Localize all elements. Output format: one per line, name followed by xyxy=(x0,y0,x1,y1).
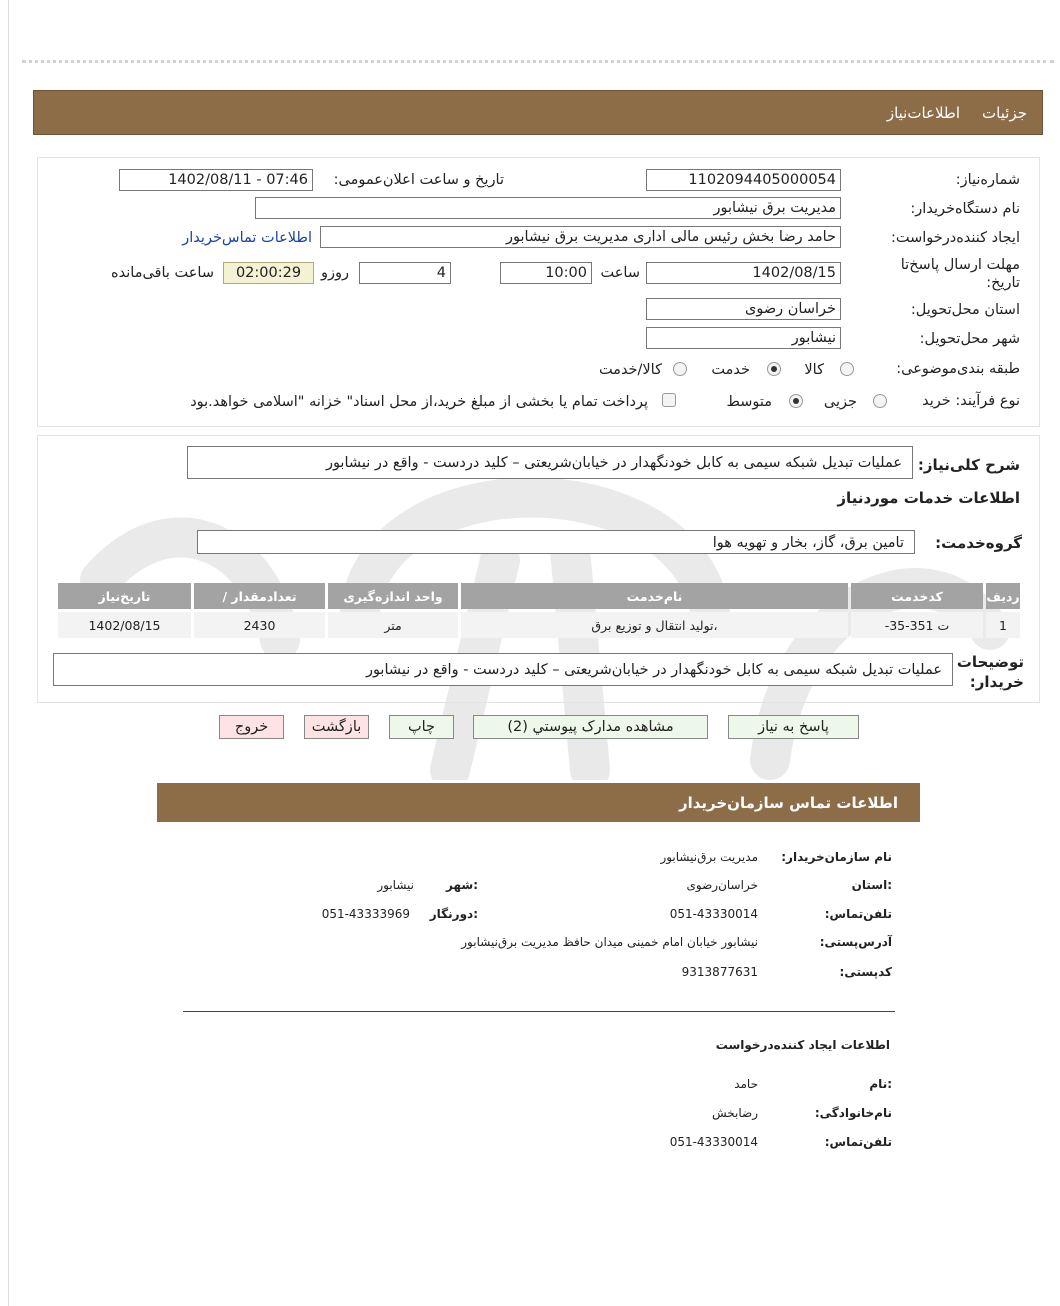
contact-province-label: :استان xyxy=(851,878,892,892)
category-goods-label: کالا xyxy=(804,362,824,378)
deadline-date-field: 1402/08/15 xyxy=(646,262,841,284)
days-label: روزو xyxy=(320,265,349,281)
buyer-notes-label: توضیحات خریدار: xyxy=(956,653,1024,691)
buyer-contact-title: اطلاعات تماس سازمان‌خریدار xyxy=(678,793,898,812)
contact-postal-label: کدپستی: xyxy=(839,965,892,979)
creator-name-value: حامد xyxy=(734,1077,758,1091)
contact-divider xyxy=(183,1011,895,1012)
table-header-unit: واحد اندازه‌گیری xyxy=(328,583,458,609)
deadline-time-field: 10:00 xyxy=(500,262,592,284)
table-header-row-number: ردیف xyxy=(986,583,1020,609)
announce-date-field: 1402/08/11 - 07:46 xyxy=(119,169,313,191)
creator-family-label: نام‌خانوادگی: xyxy=(814,1106,892,1120)
cell-need-date: 1402/08/15 xyxy=(58,612,191,638)
contact-phone-label: تلفن‌تماس: xyxy=(824,907,892,921)
city-field: نیشابور xyxy=(646,327,841,349)
service-group-label: گروه‌خدمت: xyxy=(935,534,1022,552)
treasury-payment-note: پرداخت تمام یا بخشی از مبلغ خرید،از محل اسناد" خزانه "اسلامی خواهد.بود xyxy=(190,394,648,410)
city-label: شهر محل‌تحویل: xyxy=(919,331,1020,347)
deadline-time-label: ساعت xyxy=(600,265,640,281)
general-desc-label: شرح کلی‌نیاز: xyxy=(917,456,1020,474)
process-minor-radio[interactable] xyxy=(873,394,887,408)
service-group-field: تامین برق، گاز، بخار و تهویه هوا xyxy=(197,530,915,554)
details-header xyxy=(33,90,1043,135)
category-service-label: خدمت xyxy=(711,362,750,378)
process-minor-label: جزیی xyxy=(823,394,857,410)
contact-fax-label: :دورنگار xyxy=(429,907,478,921)
table-header-service-name: نام‌خدمت xyxy=(461,583,848,609)
contact-address-value: نیشابور خیابان امام خمینی میدان حافظ مدیریت برق‌نیشابور xyxy=(461,935,758,949)
creator-phone-label: تلفن‌تماس: xyxy=(824,1135,892,1149)
buyer-notes-field: عملیات تبدیل شبکه سیمی به کابل خودنگهدار در خیابان‌شریعتی – کلید دردست - واقع در نیشابور xyxy=(53,653,953,686)
exit-button[interactable]: خروج xyxy=(219,715,284,739)
deadline-label: مهلت ارسال پاسخ‌تا تاریخ: xyxy=(900,257,1020,291)
announce-date-label: تاریخ و ساعت اعلان‌عمومی: xyxy=(333,172,504,188)
view-attachments-button[interactable]: مشاهده مدارک پیوستي (2) xyxy=(473,715,708,739)
cell-quantity: 2430 xyxy=(194,612,325,638)
contact-city-value: نیشابور xyxy=(377,878,414,892)
process-type-label: نوع فرآیند: خرید xyxy=(922,393,1020,409)
dotted-separator xyxy=(22,60,1054,63)
contact-address-label: آدرس‌پستی: xyxy=(819,935,892,949)
creator-phone-value: 051-43330014 xyxy=(669,1135,758,1149)
tab-details[interactable]: جزئیات xyxy=(982,103,1027,122)
creator-name-label: :نام xyxy=(869,1077,892,1091)
general-desc-field: عملیات تبدیل شبکه سیمی به کابل خودنگهدار در خیابان‌شریعتی – کلید دردست - واقع در نیشابور xyxy=(187,446,913,479)
cell-unit: متر xyxy=(328,612,458,638)
category-goods-service-label: کالا/خدمت xyxy=(598,362,662,378)
contact-phone-value: 051-43330014 xyxy=(669,907,758,921)
category-service-radio[interactable] xyxy=(767,362,781,376)
category-goods-service-radio[interactable] xyxy=(673,362,687,376)
category-label: طبقه بندی‌موضوعی: xyxy=(896,361,1020,377)
remaining-time-label: ساعت باقی‌مانده xyxy=(111,265,214,281)
need-number-label: شماره‌نیاز: xyxy=(955,172,1020,188)
creator-family-value: رضابخش xyxy=(711,1106,758,1120)
buyer-org-label: نام دستگاه‌خریدار: xyxy=(910,201,1020,217)
tab-need-info[interactable]: اطلاعات‌نیاز xyxy=(886,103,961,122)
page-left-border xyxy=(8,0,9,1306)
contact-province-value: خراسان‌رضوی xyxy=(686,878,758,892)
days-field: 4 xyxy=(359,262,451,284)
buyer-contact-link[interactable]: اطلاعات تماس‌خریدار xyxy=(182,230,312,246)
province-field: خراسان رضوی xyxy=(646,298,841,320)
category-goods-radio[interactable] xyxy=(840,362,854,376)
contact-city-label: :شهر xyxy=(446,878,478,892)
requester-field: حامد رضا بخش رئیس مالی اداری مدیریت برق نیشابور xyxy=(320,226,841,248)
contact-org-value: مدیریت برق‌نیشابور xyxy=(660,850,758,864)
province-label: استان محل‌تحویل: xyxy=(910,302,1020,318)
contact-postal-value: 9313877631 xyxy=(681,965,758,979)
print-button[interactable]: چاپ xyxy=(389,715,454,739)
requester-label: ایجاد کننده‌درخواست: xyxy=(891,230,1020,246)
need-number-field: 1102094405000054 xyxy=(646,169,841,191)
table-header-need-date: تاریخ‌نیاز xyxy=(58,583,191,609)
buyer-org-field: مدیریت برق نیشابور xyxy=(255,197,841,219)
services-title: اطلاعات خدمات موردنیاز xyxy=(837,489,1020,507)
creator-info-title: اطلاعات ایجاد کننده‌درخواست xyxy=(715,1038,890,1052)
table-row xyxy=(58,612,1020,638)
table-header-service-code: کدخدمت xyxy=(851,583,983,609)
cell-row-number: 1 xyxy=(986,612,1020,638)
contact-org-label: نام سازمان‌خریدار: xyxy=(781,850,892,864)
reply-to-need-button[interactable]: پاسخ به نیاز xyxy=(728,715,859,739)
cell-service-name: ،تولید انتقال و توزیع برق xyxy=(461,612,848,638)
contact-fax-value: 051-43333969 xyxy=(321,907,410,921)
treasury-payment-checkbox[interactable] xyxy=(662,393,676,407)
remaining-time-display: 02:00:29 xyxy=(223,262,314,284)
back-button[interactable]: بازگشت xyxy=(304,715,369,739)
cell-service-code: ت 351-35- xyxy=(851,612,983,638)
process-medium-label: متوسط xyxy=(726,394,772,410)
services-table xyxy=(55,580,1023,641)
process-medium-radio[interactable] xyxy=(789,394,803,408)
table-header-quantity: تعدادمقدار / xyxy=(194,583,325,609)
buyer-contact-header xyxy=(157,783,920,822)
